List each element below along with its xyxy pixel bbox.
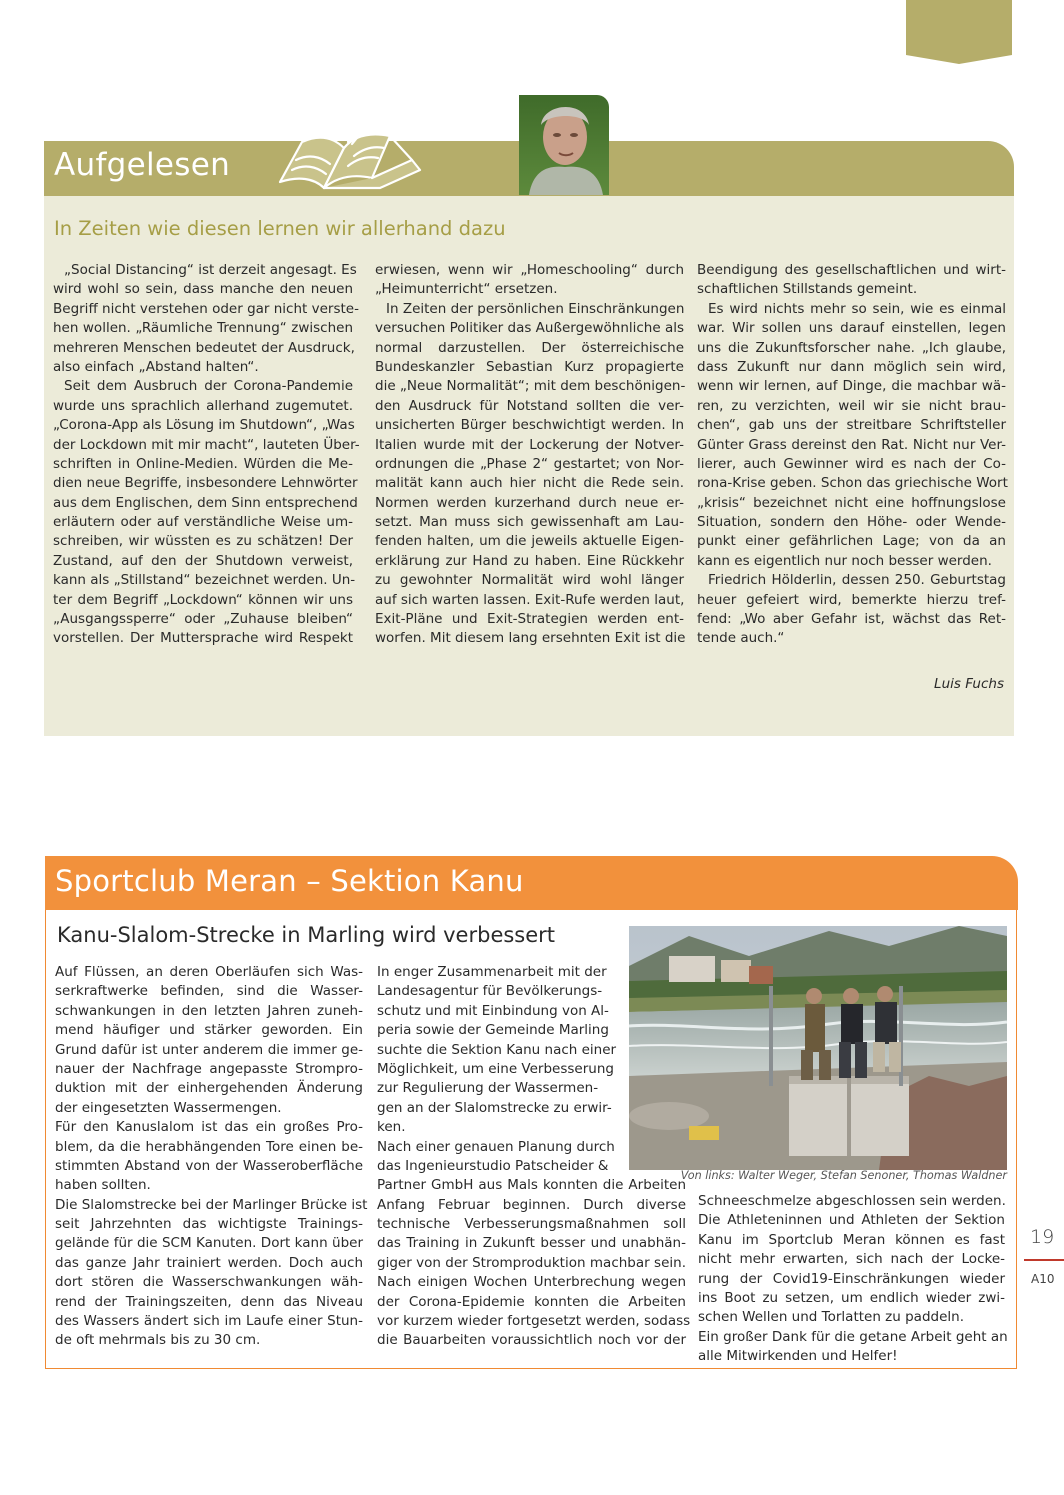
text-line: Nach einigen Wochen Unterbrechung wegen (377, 1274, 686, 1291)
text-line: Kanu im Sportclub Meran können es fast (698, 1231, 1005, 1248)
text-line: Exit-Pläne und Exit-Strategien werden ent- (375, 611, 684, 628)
text-line: das Ingenieurstudio Patscheider & (377, 1157, 609, 1174)
text-line: lierer, auch Gewinner wird es nach der Co- (697, 455, 1006, 472)
text-line: „Corona-App als Lösung im Shutdown“, „Was (53, 417, 355, 434)
text-line: Partner GmbH aus Mals konnten die Arbeiten (377, 1177, 686, 1194)
section-title: Sportclub Meran – Sektion Kanu (55, 864, 524, 898)
text-line: „Ausgangssperre“ oder „Zuhause bleiben“ (53, 611, 353, 628)
text-line: Möglichkeit, um eine Verbesserung (377, 1060, 614, 1077)
text-line: nicht mehr erwarten, sich nach der Locke- (698, 1251, 1005, 1268)
text-line: dien neue Begriffe, insbesondere Lehnwörter (53, 475, 358, 492)
text-line: versuchen Politiker das Außergewöhnliche als (375, 320, 685, 337)
text-line: chen“, gab uns der streitbare Schriftsteller (697, 417, 1006, 434)
text-line: Ein großer Dank für die getane Arbeit geht an (698, 1328, 1008, 1345)
text-line: technische Verbesserungsmaßnahmen soll (377, 1216, 686, 1233)
text-line: Grund dafür ist unter anderem die immer ge- (55, 1041, 363, 1058)
text-line: der Lockdown mit mir macht“, lauteten Über- (53, 436, 360, 453)
text-line: „Social Distancing“ ist derzeit angesagt. Es (64, 262, 357, 278)
text-line: ordnungen die „Phase 2“ gestartet; von Nor- (375, 455, 684, 472)
text-line: Nach einer genauen Planung durch (377, 1138, 615, 1155)
text-line: hen wollen. „Räumliche Trennung“ zwischen (53, 320, 353, 337)
text-line: zu gewohnter Normalität wird wohl länger (375, 572, 684, 589)
article-photo (629, 926, 1007, 1170)
text-line: schreiben, wir wüssten es zu schätzen! Der (53, 533, 353, 550)
text-line: das ganze Jahr trainiert werden. Doch auch (55, 1254, 363, 1271)
text-line: Auf Flüssen, an deren Oberläufen sich Was- (55, 964, 363, 980)
text-line: auf sich warten lassen. Exit-Rufe werden laut, (375, 591, 685, 608)
text-line: fend: „Wo aber Gefahr ist, wächst das Ret- (697, 611, 1006, 628)
text-line: Schneeschmelze abgeschlossen sein werden. (698, 1193, 1006, 1209)
article-column-3 (697, 261, 1006, 649)
text-line: Es wird nichts mehr so sein, wie es einmal (708, 300, 1006, 317)
page-code: A10 (1031, 1272, 1055, 1286)
text-line: Situation, sondern den Höhe- oder Wende- (697, 514, 1006, 531)
article-column-1 (53, 261, 360, 649)
text-line: nauer der Nachfrage angepasste Strompro- (55, 1060, 363, 1077)
text-line: erläutern oder auf verständliche Weise um- (53, 514, 353, 531)
text-line: unsicherten Bürger beschwichtigt werden. In (375, 417, 684, 434)
text-line: Für den Kanuslalom ist das ein großes Pro- (55, 1119, 363, 1136)
text-line: Italien wurde mit der Lockerung der Notver- (375, 436, 684, 453)
text-line: wurde uns sprachlich allerhand zugemutet. (53, 397, 353, 414)
text-line: schaftlichen Stillstands gemeint. (697, 281, 918, 298)
text-line: das Training in Zukunft besser und unabhän- (377, 1235, 686, 1252)
text-line: ins Boot zu setzen, um endlich wieder zwi- (698, 1289, 1005, 1306)
open-book-icon (272, 112, 422, 192)
text-line: rung der Covid19-Einschränkungen wieder (698, 1270, 1005, 1287)
author-portrait (519, 95, 609, 195)
text-line: Normen werden kurzerhand durch neue er- (375, 494, 684, 511)
text-line: des Wassers ändert sich im Laufe einer Stun- (55, 1313, 363, 1330)
text-line: vor kurzem wieder fortgesetzt werden, sodass (377, 1313, 691, 1330)
text-line: In Zeiten der persönlichen Einschränkungen (386, 300, 685, 317)
text-line: dass Zukunft nur dann möglich sein wird, (697, 358, 1006, 375)
page-number: 19 (1030, 1226, 1055, 1248)
text-line: Zustand, auf den der Shutdown verweist, (53, 552, 353, 569)
text-line: schutz und mit Einbindung von Al- (377, 1002, 609, 1019)
text-line: Bundeskanzler Sebastian Kurz propagierte (375, 358, 684, 375)
text-line: den Ausdruck für Notstand sollten die ver- (375, 397, 684, 414)
text-line: serkraftwerke befinden, sind die Wasser- (55, 983, 363, 1000)
text-line: mend häufiger und stärker geworden. Ein (55, 1022, 363, 1039)
text-line: malität kann auch hier nicht die Rede sein. (375, 475, 684, 492)
text-line: wenn wir lernen, auf Dinge, die machbar wä- (697, 378, 1006, 395)
article-column-1 (55, 963, 368, 1351)
text-line: Friedrich Hölderlin, dessen 250. Geburtstag (708, 572, 1006, 589)
text-line: tende auch.“ (697, 630, 785, 647)
text-line: kann es eigentlich nur noch besser werden. (697, 552, 992, 569)
text-line: wird wohl so sein, dass manche den neuen (53, 281, 353, 298)
text-line: ter dem Begriff „Lockdown“ können wir uns (53, 591, 353, 608)
text-line: In enger Zusammenarbeit mit der (377, 964, 607, 980)
text-line: heuer gefeiert wird, bemerkte hierzu tref- (697, 591, 1006, 608)
text-line: „Heimunterricht“ ersetzen. (375, 281, 558, 298)
text-line: der eingesetzten Wassermengen. (55, 1099, 282, 1116)
article-headline: In Zeiten wie diesen lernen wir allerhand dazu (54, 217, 506, 240)
text-line: Beendigung des gesellschaftlichen und wirt- (697, 262, 1006, 278)
text-line: fenden halten, um die jeweils aktuelle Eigen- (375, 533, 684, 550)
text-line: schriften in Online-Medien. Würden die Me- (53, 455, 353, 472)
article-column-3 (698, 1192, 1008, 1367)
text-line: blem, da die herabhängenden Tore einen be- (55, 1138, 363, 1155)
text-line: dort stören die Wasserschwankungen wäh- (55, 1274, 363, 1291)
text-line: Begriff nicht verstehen oder gar nicht verste- (53, 300, 359, 317)
text-line: „krisis“ bezeichnet nicht eine hoffnungslose (697, 494, 1006, 511)
page-tab-marker (906, 0, 1012, 64)
text-line: uns die Zukunftsforscher nahe. „Ich glaube, (697, 339, 1006, 356)
article-column-2 (375, 261, 684, 649)
text-line: duktion mit der einhergehenden Änderung (55, 1080, 363, 1097)
photo-caption: Von links: Walter Weger, Stefan Senoner, Thomas Waldner (680, 1169, 1007, 1182)
text-line: aus dem Englischen, dem Sinn entsprechend (53, 494, 358, 511)
text-line: seit Jahrzehnten das wichtigste Trainings- (55, 1216, 363, 1233)
text-line: Anfang Februar beginnen. Durch diverse (377, 1196, 686, 1213)
text-line: haben sollten. (55, 1177, 151, 1194)
text-line: erwiesen, wenn wir „Homeschooling“ durch (375, 262, 684, 278)
text-line: suchte die Sektion Kanu nach einer (377, 1041, 617, 1058)
text-line: rend der Trainingszeiten, denn das Niveau (55, 1293, 363, 1310)
text-line: ken. (377, 1119, 406, 1136)
text-line: die „Neue Normalität“; mit dem beschönigen- (375, 378, 686, 395)
text-line: stimmten Abstand von der Wasseroberfläche (55, 1157, 363, 1174)
text-line: der Corona-Epidemie konnten die Arbeiten (377, 1293, 686, 1310)
text-line: erklärung zur Hand zu haben. Eine Rückkehr (375, 552, 684, 569)
text-line: gen an der Slalomstrecke zu erwir- (377, 1099, 612, 1116)
text-line: zur Regulierung der Wassermen- (377, 1080, 599, 1097)
text-line: Landesagentur für Bevölkerungs- (377, 983, 603, 1000)
text-line: normal darzustellen. Der österreichische (375, 339, 684, 356)
article-headline: Kanu-Slalom-Strecke in Marling wird verbessert (57, 923, 556, 947)
text-line: schen Wellen und Torlatten zu paddeln. (698, 1309, 964, 1326)
text-line: Günter Grass dereinst den Rat. Nicht nur Ver- (697, 436, 1006, 453)
text-line: mehreren Menschen bedeutet der Ausdruck, (53, 339, 355, 356)
text-line: setzt. Man muss sich gewissenhaft am Lau- (375, 514, 684, 531)
text-line: schwankungen in den letzten Jahren zuneh- (55, 1002, 363, 1019)
text-line: kann als „Stillstand“ bezeichnet werden. Un- (53, 572, 356, 589)
text-line: Die Slalomstrecke bei der Marlinger Brücke ist (55, 1196, 368, 1213)
text-line: punkt einer gefährlichen Lage; von da an (697, 533, 1006, 550)
text-line: die Bauarbeiten voraussichtlich noch vor der (377, 1332, 686, 1349)
text-line: peria sowie der Gemeinde Marling (377, 1022, 609, 1039)
text-line: worfen. Mit diesem lang ersehnten Exit ist die (375, 630, 686, 647)
text-line: de oft mehrmals bis zu 30 cm. (55, 1332, 261, 1349)
text-line: rona-Krise geben. Schon das griechische Wort (697, 475, 1008, 492)
text-line: alle Mitwirkenden und Helfer! (698, 1348, 898, 1365)
text-line: Die Athleteninnen und Athleten der Sektion (698, 1212, 1005, 1229)
text-line: ren, zu verzichten, weil wir sie nicht brau- (697, 397, 1006, 414)
text-line: giger von der Stromproduktion machbar sein. (377, 1254, 686, 1271)
article-author: Luis Fuchs (934, 676, 1004, 692)
section-title: Aufgelesen (54, 147, 231, 183)
text-line: also einfach „Abstand halten“. (53, 358, 259, 375)
text-line: gelände für die SCM Kanuten. Dort kann über (55, 1235, 363, 1252)
text-line: vorstellen. Der Muttersprache wird Respekt (53, 630, 353, 647)
text-line: Seit dem Ausbruch der Corona-Pandemie (64, 378, 353, 395)
text-line: war. Wir sollen uns darauf einstellen, legen (697, 320, 1006, 337)
page-number-divider (1024, 1259, 1064, 1261)
